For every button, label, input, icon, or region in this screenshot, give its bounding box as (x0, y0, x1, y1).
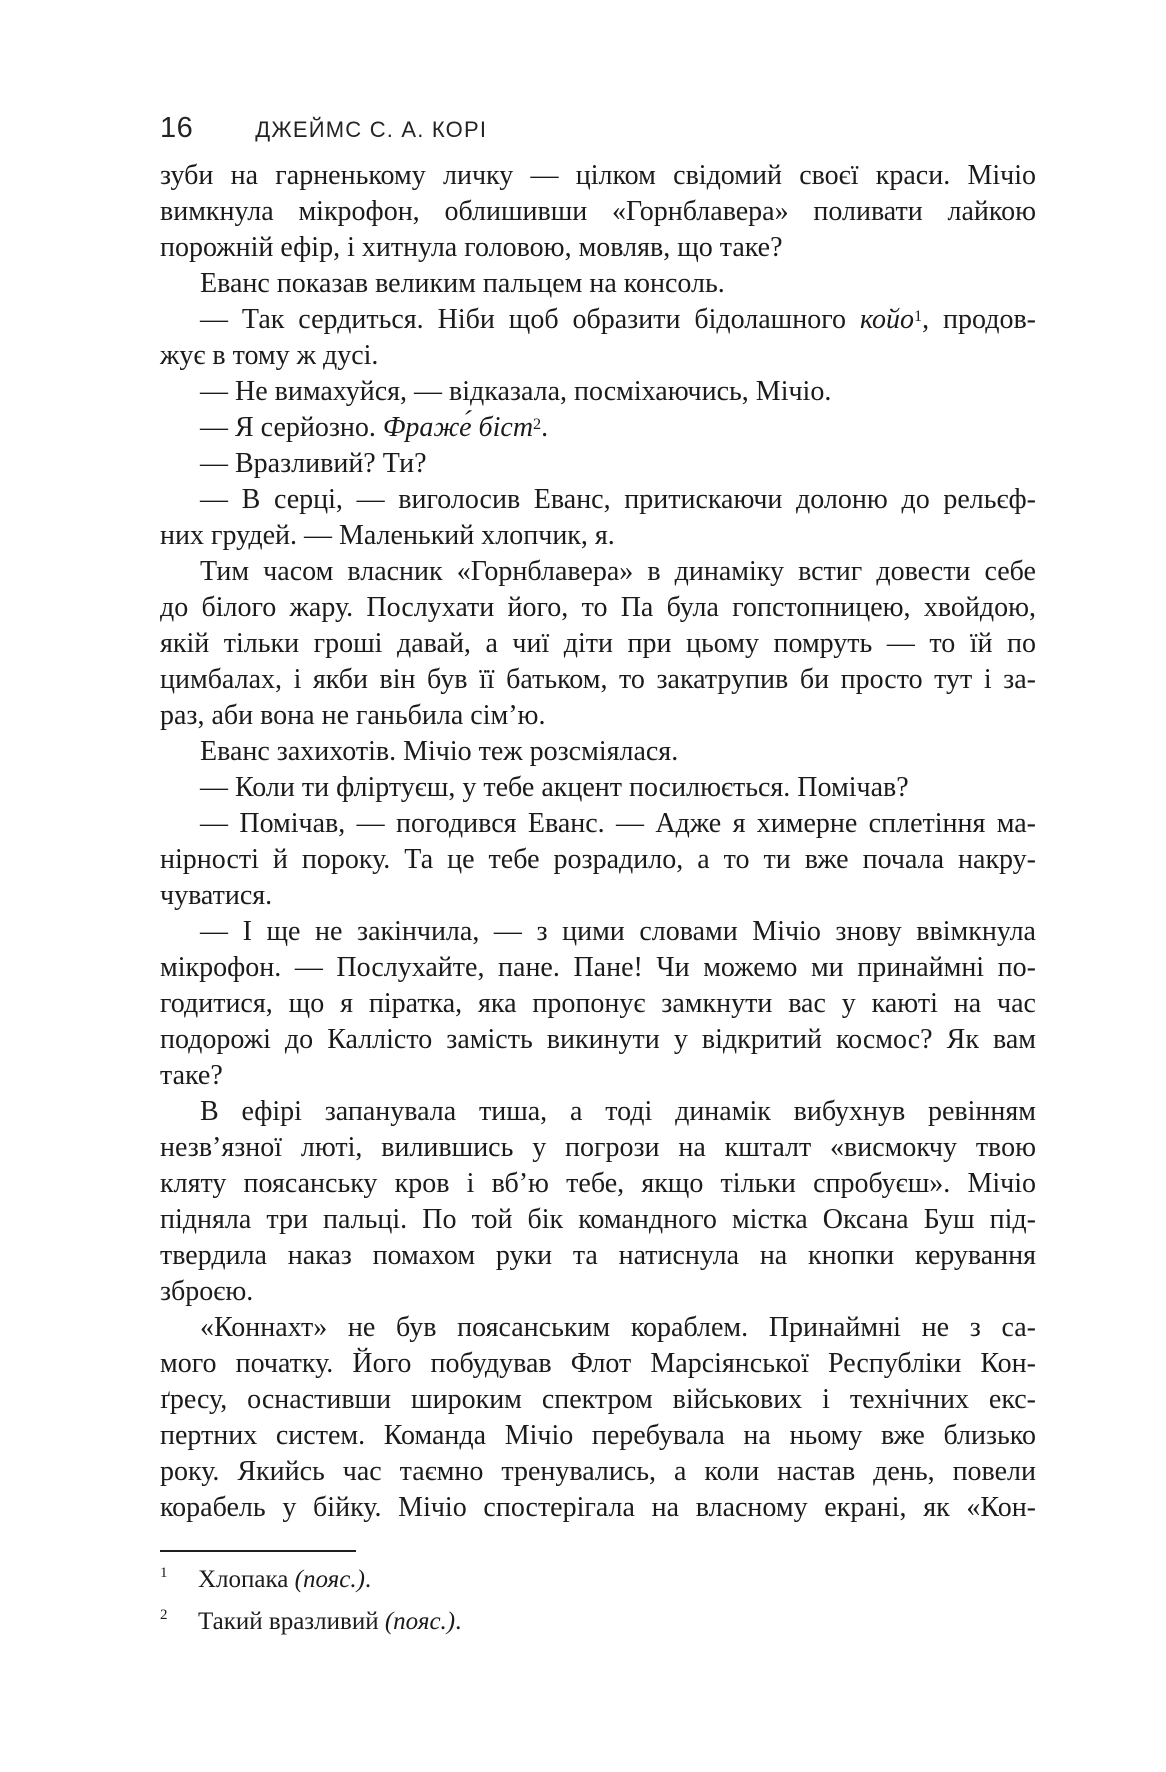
text-line (160, 302, 1036, 338)
text-line (160, 554, 1036, 590)
text-line (160, 518, 1036, 554)
text-line (160, 374, 1036, 410)
text-line (160, 158, 1036, 194)
text-run: незв’язної люті, вилившись у погрози на кшталт «висмокчу твою (160, 1132, 1036, 1163)
text-line (160, 1094, 1036, 1130)
text-run: подорожі до Каллісто замість викинути у відкритий космос? Як вам (160, 1024, 1036, 1055)
text-line (160, 1130, 1036, 1166)
text-run: . (541, 412, 549, 443)
text-run: Такий вразливий (198, 1608, 385, 1635)
text-line (160, 410, 1036, 446)
footnote-marker: 2 (160, 1607, 168, 1623)
text-line (160, 1166, 1036, 1202)
text-line (160, 1418, 1036, 1454)
text-run: чуватися. (160, 880, 273, 911)
text-line (160, 1382, 1036, 1418)
text-run: зброєю. (160, 1276, 254, 1307)
footnotes-list (160, 1563, 1036, 1638)
text-run: — Не вимахуйся, — відказала, посміхаючись, Мічіо. (200, 376, 832, 407)
text-run: «Коннахт» не був поясанським кораблем. Принаймні не з са- (200, 1312, 1036, 1343)
text-run: — Вразливий? Ти? (200, 448, 427, 479)
text-run: мікрофон. — Послухайте, пане. Пане! Чи можемо ми принаймні по- (160, 952, 1036, 983)
text-run: годитися, що я піратка, яка пропонує замкнути вас у каюті на час (160, 988, 1036, 1019)
text-line (160, 482, 1036, 518)
footnote-reference: 1 (913, 306, 923, 325)
text-run: до білого жару. Послухати його, то Па була гопстопницею, хвойдою, (160, 592, 1036, 623)
text-line (160, 1058, 1036, 1094)
text-line (160, 1346, 1036, 1382)
text-line (160, 590, 1036, 626)
text-line (160, 986, 1036, 1022)
text-run: жує в тому ж дусі. (160, 340, 379, 371)
text-line (160, 266, 1036, 302)
text-run: Хлопака (198, 1566, 295, 1593)
text-run: них грудей. — Маленький хлопчик, я. (160, 520, 615, 551)
italic-text-run: (пояс.) (384, 1608, 456, 1635)
text-line (160, 1310, 1036, 1346)
text-run: нірності й пороку. Та це тебе розрадило, а то ти вже почала накру- (160, 844, 1036, 875)
text-line (160, 1238, 1036, 1274)
text-run: ґресу, оснастивши широким спектром військових і технічних екс- (160, 1384, 1036, 1415)
text-line (160, 230, 1036, 266)
text-run: Еванс показав великим пальцем на консоль. (200, 268, 725, 299)
text-run: — Помічав, — погодився Еванс. — Адже я химерне сплетіння ма- (200, 808, 1036, 839)
footnote-item (160, 1605, 1036, 1638)
text-line (160, 806, 1036, 842)
text-run: В ефірі запанувала тиша, а тоді динамік вибухнув ревінням (200, 1096, 1036, 1127)
text-line (160, 1202, 1036, 1238)
text-line (160, 950, 1036, 986)
text-run: Тим часом власник «Горнблавера» в динаміку встиг довести себе (200, 556, 1036, 587)
text-line (160, 734, 1036, 770)
text-run: порожній ефір, і хитнула головою, мовляв, що таке? (160, 232, 783, 263)
footnote-item (160, 1563, 1036, 1596)
italic-text-run: Фраже́ біст (382, 412, 534, 443)
italic-text-run: (пояс.) (294, 1566, 365, 1593)
text-run: Еванс захихотів. Мічіо теж розсміялася. (200, 736, 679, 767)
text-line (160, 338, 1036, 374)
footnote-separator (160, 1550, 356, 1552)
text-run: мого початку. Його побудував Флот Марсіянської Республіки Кон- (160, 1348, 1036, 1379)
text-run: кляту поясанську кров і вб’ю тебе, якщо тільки спробуєш». Мічіо (160, 1168, 1036, 1199)
text-line (160, 770, 1036, 806)
text-line (160, 1454, 1036, 1490)
text-run: — Я серйозно. (200, 412, 383, 443)
text-line (160, 698, 1036, 734)
text-run: пертних систем. Команда Мічіо перебувала на ньому вже близько (160, 1420, 1036, 1451)
footnote-text (198, 1563, 1036, 1596)
text-line (160, 662, 1036, 698)
text-run: раз, аби вона не ганьбила сім’ю. (160, 700, 546, 731)
text-line (160, 446, 1036, 482)
text-line (160, 1022, 1036, 1058)
text-run: року. Якийсь час таємно тренувались, а коли настав день, повели (160, 1456, 1036, 1487)
text-run: . (455, 1608, 462, 1635)
text-line (160, 914, 1036, 950)
footnotes-section (160, 1550, 1036, 1647)
italic-text-run: койо (859, 304, 914, 335)
text-block (160, 158, 1036, 1526)
text-line (160, 194, 1036, 230)
running-title: ДЖЕЙМС С. А. КОРІ (255, 117, 488, 142)
text-run: , продов- (922, 304, 1037, 335)
footnote-marker: 1 (160, 1565, 168, 1581)
text-run: вимкнула мікрофон, облишивши «Горнблавера» поливати лайкою (160, 196, 1036, 227)
text-run: таке? (160, 1060, 223, 1091)
text-run: — І ще не закінчила, — з цими словами Мічіо знову ввімкнула (200, 916, 1036, 947)
text-run: . (364, 1566, 372, 1593)
text-run: якій тільки гроші давай, а чиї діти при цьому помруть — то їй по (160, 628, 1036, 659)
text-run: цимбалах, і якби він був її батьком, то закатрупив би просто тут і за- (160, 664, 1036, 695)
footnote-text (198, 1605, 1036, 1638)
text-line (160, 1490, 1036, 1526)
page-number: 16 (160, 112, 194, 144)
text-run: твердила наказ помахом руки та натиснула на кнопки керування (160, 1240, 1036, 1271)
footnote-reference: 2 (533, 414, 542, 433)
text-line (160, 626, 1036, 662)
text-run: — Коли ти фліртуєш, у тебе акцент посилюється. Помічав? (200, 772, 909, 803)
text-run: — В серці, — виголосив Еванс, притискаючи долоню до рельєф- (200, 484, 1036, 515)
text-run: зуби на гарненькому личку — цілком свідомий своєї краси. Мічіо (160, 160, 1036, 191)
text-run: корабель у бійку. Мічіо спостерігала на власному екрані, як «Кон- (160, 1492, 1036, 1523)
text-line (160, 842, 1036, 878)
text-run: — Так сердиться. Ніби щоб образити бідолашного (200, 304, 860, 335)
text-line (160, 1274, 1036, 1310)
running-head (160, 112, 1036, 145)
text-run: підняла три пальці. По той бік командного містка Оксана Буш під- (160, 1204, 1036, 1235)
text-line (160, 878, 1036, 914)
